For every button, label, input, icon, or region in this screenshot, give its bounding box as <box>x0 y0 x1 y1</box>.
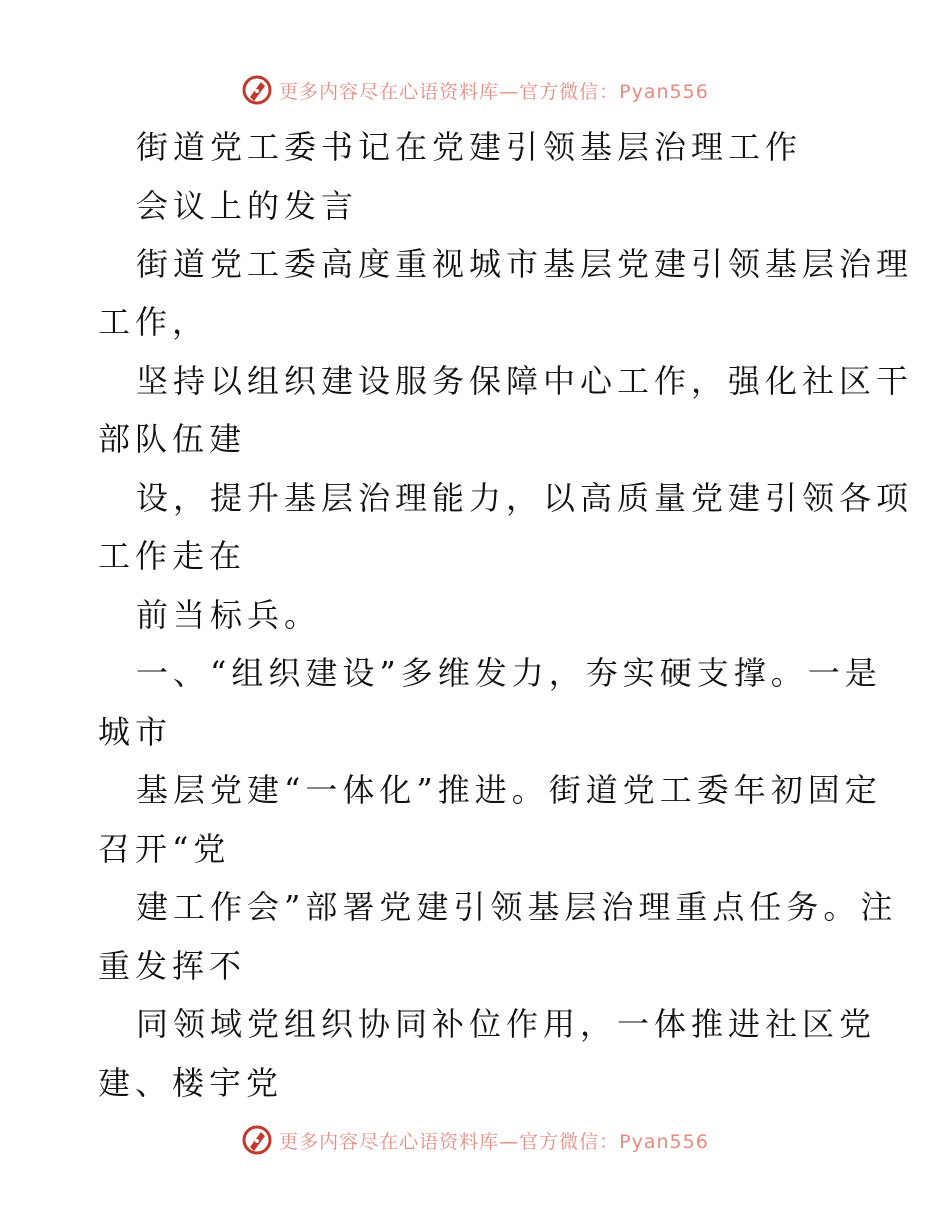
section-heading-line: 一、“组织建设”多维发力，夯实硬支撑。一是 <box>136 654 882 692</box>
document-title-line-1: 街道党工委书记在党建引领基层治理工作 <box>136 128 803 166</box>
paragraph-line: 设，提升基层治理能力，以高质量党建引领各项 <box>136 479 914 517</box>
paragraph-line: 同领域党组织协同补位作用，一体推进社区党 <box>136 1005 877 1043</box>
paragraph-line: 工作走在 <box>98 537 247 575</box>
header-watermark <box>0 70 950 110</box>
watermark-text: 更多内容尽在心语资料库—官方微信：Pyan556 <box>279 80 709 103</box>
paragraph-line: 建、楼宇党 <box>98 1064 284 1102</box>
paragraph-line: 部队伍建 <box>98 420 247 458</box>
pen-nib-circle-icon <box>241 74 273 106</box>
document-title-line-2: 会议上的发言 <box>136 187 359 225</box>
paragraph-line: 城市 <box>98 713 173 751</box>
pen-nib-circle-icon <box>241 1124 273 1156</box>
paragraph-line: 街道党工委高度重视城市基层党建引领基层治理 <box>136 245 914 283</box>
paragraph-line: 前当标兵。 <box>136 596 322 634</box>
paragraph-line: 基层党建“一体化”推进。街道党工委年初固定 <box>136 771 882 809</box>
paragraph-line: 建工作会”部署党建引领基层治理重点任务。注 <box>136 888 898 926</box>
paragraph-line: 召开“党 <box>98 830 231 868</box>
paragraph-line: 重发挥不 <box>98 947 247 985</box>
paragraph-line: 坚持以组织建设服务保障中心工作，强化社区干 <box>136 362 914 400</box>
footer-watermark <box>0 1120 950 1160</box>
watermark-text: 更多内容尽在心语资料库—官方微信：Pyan556 <box>279 1130 709 1153</box>
paragraph-line: 工作， <box>98 303 210 341</box>
